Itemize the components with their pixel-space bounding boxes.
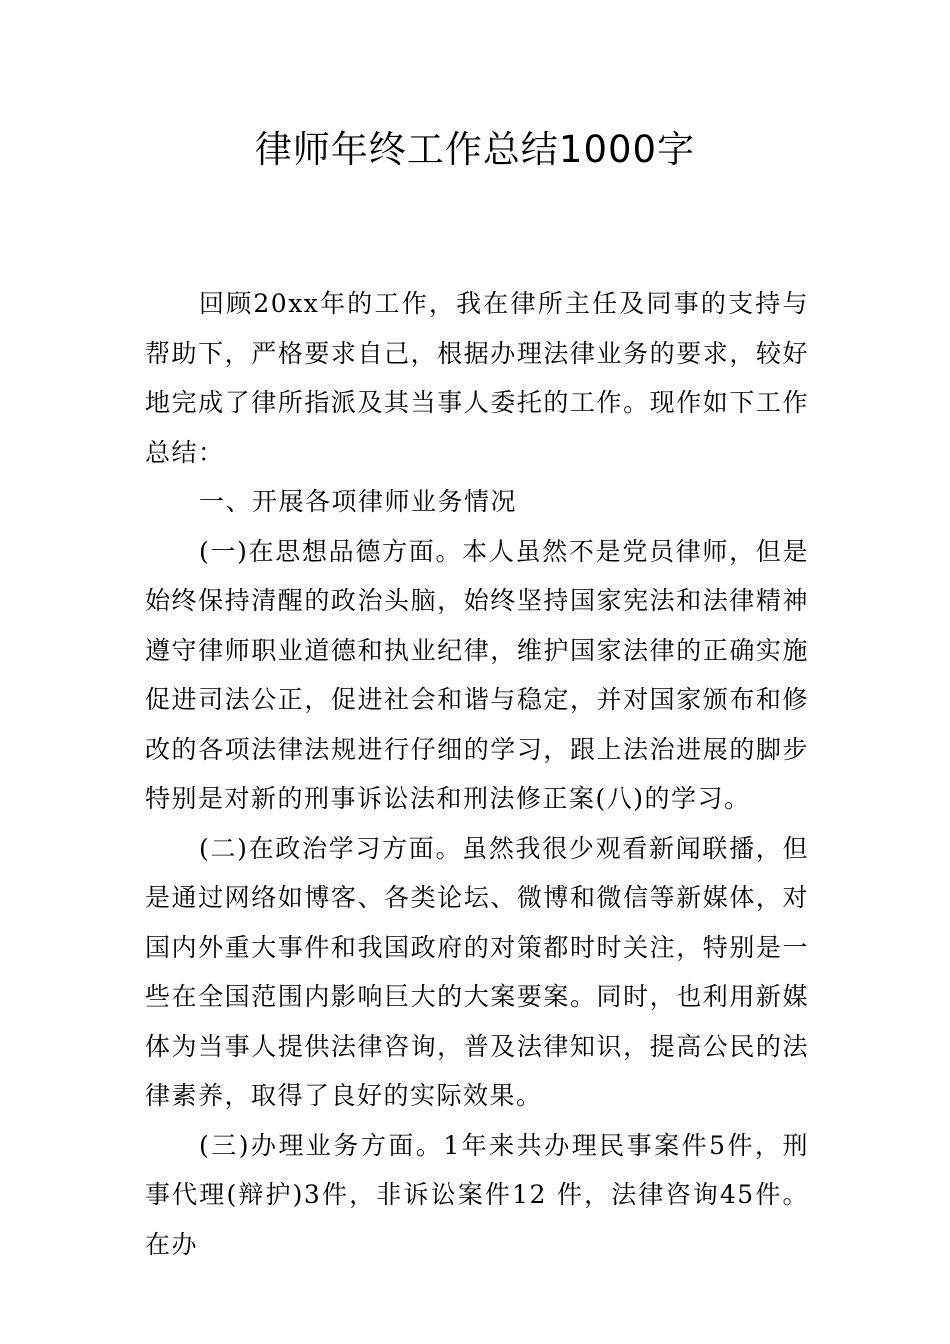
document-title: 律师年终工作总结1000字 [254,128,696,171]
section-heading-1: 一、开展各项律师业务情况 [199,487,518,516]
paragraph-ideology: (一)在思想品德方面。本人虽然不是党员律师，但是始终保持清醒的政治头脑，始终坚持国家宪法和法律精神遵守律师职业道德和执业纪律，维护国家法律的正确实施促进司法公正，促进社会和谐与稳定，并对国家颁布和修改的各项法律法规进行仔细的学习，跟上法治进展的脚步特别是对新的刑事诉讼法和刑法修正案(八)的学习。 [145,536,809,813]
document-body [145,279,809,1269]
paragraph-business: (三)办理业务方面。1年来共办理民事案件5件，刑事代理(辩护)3件，非诉讼案件12 件，法律咨询45件。在办 [145,1130,809,1259]
paragraph-political-study: (二)在政治学习方面。虽然我很少观看新闻联播，但是通过网络如博客、各类论坛、微博和微信等新媒体，对国内外重大事件和我国政府的对策都时时关注，特别是一些在全国范围内影响巨大的大案要案。同时，也利用新媒体为当事人提供法律咨询，普及法律知识，提高公民的法律素养，取得了良好的实际效果。 [145,833,809,1110]
paragraph-intro: 回顾20xx年的工作，我在律所主任及同事的支持与帮助下，严格要求自己，根据办理法律业务的要求，较好地完成了律所指派及其当事人委托的工作。现作如下工作总结： [145,289,809,467]
